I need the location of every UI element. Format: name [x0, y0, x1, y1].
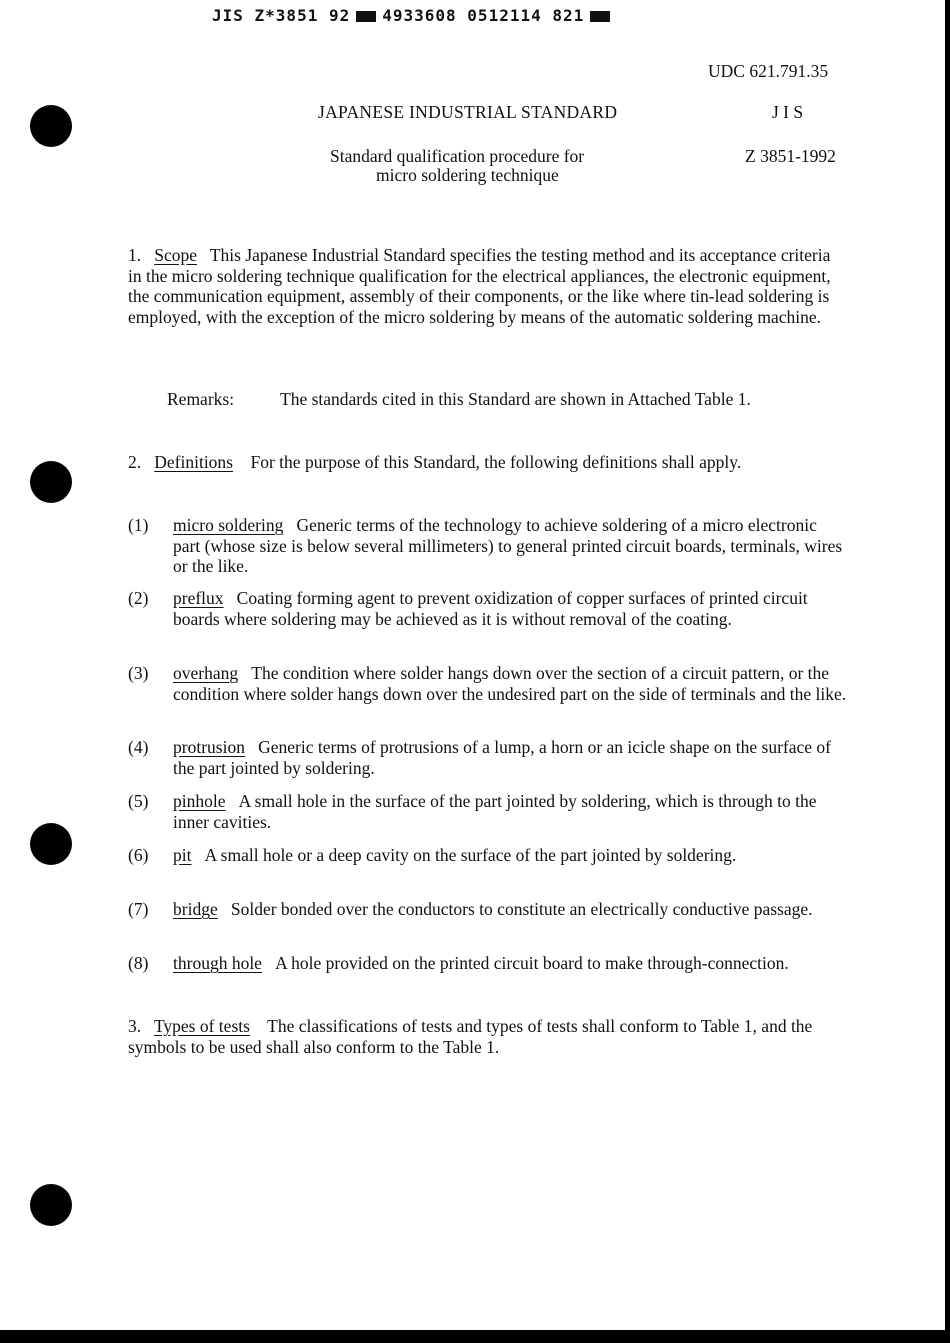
list-item [128, 791, 848, 832]
list-item [128, 588, 848, 629]
udc-number: UDC 621.791.35 [708, 61, 829, 81]
definition-text: Coating forming agent to prevent oxidization of copper surfaces of printed circuit boards where soldering may be achieved as it is without removal of the coating. [173, 588, 808, 629]
section-number: 2. [128, 452, 142, 472]
punch-hole [30, 1184, 72, 1226]
standard-number: Z 3851-1992 [745, 146, 836, 166]
section-text: This Japanese Industrial Standard specifies the testing method and its acceptance criteria in the micro soldering technique qualification for the electrical appliances, the electronic equipment, the communication equipment, assembly of their components, or the like where tin-lead soldering is employed, with the exception of the micro soldering by means of the automatic soldering machine. [128, 245, 831, 327]
definition-term: protrusion [173, 737, 245, 757]
section-number: 3. [128, 1016, 142, 1036]
subtitle-line-1: Standard qualification procedure for [330, 146, 585, 166]
definition-text: Generic terms of protrusions of a lump, a horn or an icicle shape on the surface of the part jointed by soldering. [173, 737, 832, 778]
subtitle-line-2: micro soldering technique [376, 165, 559, 185]
remarks-label: Remarks: [167, 389, 235, 409]
code-part-2: 4933608 0512114 821 [382, 6, 585, 25]
remarks-text: The standards cited in this Standard are shown in Attached Table 1. [280, 389, 751, 409]
definition-term: overhang [173, 663, 239, 683]
definition-term: through hole [173, 953, 262, 973]
page-title: JAPANESE INDUSTRIAL STANDARD [318, 102, 618, 122]
section-heading: Definitions [154, 452, 233, 472]
section-number: 1. [128, 245, 142, 265]
list-item [128, 663, 848, 704]
list-item [128, 737, 848, 778]
definition-text: A small hole in the surface of the part jointed by soldering, which is through to the inner cavities. [173, 791, 817, 832]
definition-text: A small hole or a deep cavity on the surface of the part jointed by soldering. [204, 845, 737, 865]
section-text: For the purpose of this Standard, the following definitions shall apply. [250, 452, 742, 472]
definition-text: Solder bonded over the conductors to constitute an electrically conductive passage. [230, 899, 813, 919]
definition-term: bridge [173, 899, 218, 919]
item-number: (3) [128, 663, 149, 683]
item-number: (4) [128, 737, 149, 757]
section-types-of-tests [128, 1016, 848, 1057]
definition-term: micro soldering [173, 515, 284, 535]
item-number: (6) [128, 845, 149, 865]
section-scope [128, 245, 848, 327]
block-mark [590, 11, 610, 22]
definition-term: preflux [173, 588, 224, 608]
punch-hole [30, 823, 72, 865]
definition-term: pit [173, 845, 192, 865]
list-item [128, 845, 848, 866]
definition-term: pinhole [173, 791, 226, 811]
item-number: (1) [128, 515, 149, 535]
scan-edge-right [945, 0, 950, 1343]
item-number: (5) [128, 791, 149, 811]
item-number: (7) [128, 899, 149, 919]
item-number: (8) [128, 953, 149, 973]
definition-text: A hole provided on the printed circuit board to make through-connection. [275, 953, 789, 973]
document-code-header [212, 6, 616, 25]
punch-hole [30, 461, 72, 503]
section-definitions [128, 452, 848, 473]
definition-text: The condition where solder hangs down over the section of a circuit pattern, or the condition where solder hangs down over the undesired part on the side of terminals and the like. [173, 663, 847, 704]
section-heading: Types of tests [153, 1016, 250, 1036]
list-item [128, 899, 848, 920]
block-mark [356, 11, 376, 22]
punch-hole [30, 105, 72, 147]
scan-edge-bottom [0, 1330, 950, 1343]
item-number: (2) [128, 588, 149, 608]
list-item [128, 953, 848, 974]
definition-text: Generic terms of the technology to achieve soldering of a micro electronic part (whose size is below several millimeters) to general printed circuit boards, terminals, wires or the like. [173, 515, 843, 576]
list-item [128, 515, 848, 577]
section-text: The classifications of tests and types of tests shall conform to Table 1, and the symbols to be used shall also conform to the Table 1. [128, 1016, 813, 1057]
code-part-1: JIS Z*3851 92 [212, 6, 351, 25]
jis-mark: J I S [772, 102, 804, 122]
section-heading: Scope [154, 245, 198, 265]
